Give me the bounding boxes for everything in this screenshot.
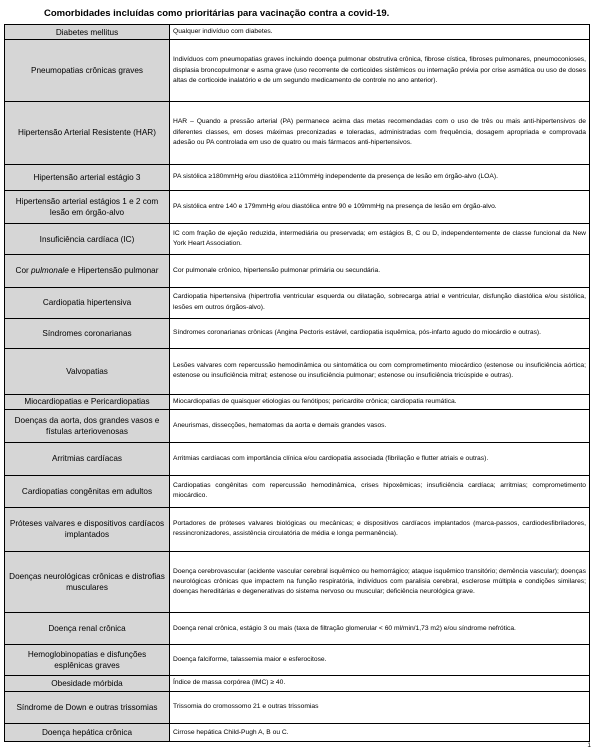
condition-cell	[5, 255, 170, 288]
description-cell: Cardiopatia hipertensiva (hipertrofia ventricular esquerda ou dilatação, sobrecarga atrial e ventricular, disfunção diastólica e/ou sistólica, lesões em outros órgãos-alvo).	[170, 287, 590, 318]
table-row	[5, 410, 590, 443]
condition-cell: Pneumopatias crônicas graves	[5, 40, 170, 102]
condition-italic: pulmonale	[31, 266, 69, 276]
table-row	[5, 443, 590, 476]
condition-cell: Doenças neurológicas crônicas e distrofias musculares	[5, 551, 170, 613]
page-number: 1	[587, 742, 591, 749]
condition-cell: Doença renal crônica	[5, 613, 170, 645]
table-row	[5, 224, 590, 255]
table-row	[5, 613, 590, 645]
condition-cell: Insuficiência cardíaca (IC)	[5, 224, 170, 255]
table-title: Comorbidades incluídas como prioritárias para vacinação contra a covid-19.	[44, 8, 390, 19]
description-cell: Cirrose hepática Child-Pugh A, B ou C.	[170, 724, 590, 742]
condition-cell: Arritmias cardíacas	[5, 443, 170, 476]
table-row	[5, 40, 590, 102]
condition-cell: Hipertensão arterial estágio 3	[5, 164, 170, 191]
description-cell: Qualquer indivíduo com diabetes.	[170, 25, 590, 40]
condition-cell: Hemoglobinopatias e disfunções esplênicas graves	[5, 645, 170, 676]
comorbidities-table	[4, 24, 590, 742]
description-cell: Trissomia do cromossomo 21 e outras trissomias	[170, 691, 590, 724]
table-row	[5, 691, 590, 724]
condition-cell: Obesidade mórbida	[5, 676, 170, 691]
table-row	[5, 25, 590, 40]
condition-cell: Doença hepática crônica	[5, 724, 170, 742]
description-cell: Arritmias cardíacas com importância clínica e/ou cardiopatia associada (fibrilação e flutter atriais e outras).	[170, 443, 590, 476]
description-cell: Índice de massa corpórea (IMC) ≥ 40.	[170, 676, 590, 691]
description-cell: Miocardiopatias de quaisquer etiologias ou fenótipos; pericardite crônica; cardiopatia reumática.	[170, 394, 590, 409]
table-row	[5, 394, 590, 409]
condition-cell: Doenças da aorta, dos grandes vasos e fístulas arteriovenosas	[5, 410, 170, 443]
description-cell: Doença cerebrovascular (acidente vascular cerebral isquêmico ou hemorrágico; ataque isquêmico transitório; demência vascular); doenças neurológicas crônicas que impactem na função respiratória, indivíduos com paralisia cerebral, esclerose múltipla e condições similares; doenças hereditárias e degenerativas do sistema nervoso ou muscular; deficiência neurológica grave.	[170, 551, 590, 613]
condition-cell: Cardiopatia hipertensiva	[5, 287, 170, 318]
table-row	[5, 551, 590, 613]
condition-cell: Síndrome de Down e outras trissomias	[5, 691, 170, 724]
table-row	[5, 724, 590, 742]
description-cell: IC com fração de ejeção reduzida, intermediária ou preservada; em estágios B, C ou D, independentemente de classe funcional da New York Heart Association.	[170, 224, 590, 255]
table-row	[5, 676, 590, 691]
condition-cell: Hipertensão Arterial Resistente (HAR)	[5, 102, 170, 165]
description-cell: Cardiopatias congênitas com repercussão hemodinâmica, crises hipoxêmicas; insuficiência cardíaca; arritmias; comprometimento miocárdico.	[170, 475, 590, 507]
table-row	[5, 102, 590, 165]
description-cell: Portadores de próteses valvares biológicas ou mecânicas; e dispositivos cardíacos implantados (marca-passos, cardiodesfibriladores, ressincronizadores, assistência circulatória de média e longa permanência).	[170, 507, 590, 551]
description-cell: Doença renal crônica, estágio 3 ou mais (taxa de filtração glomerular < 60 ml/min/1,73 m2) e/ou síndrome nefrótica.	[170, 613, 590, 645]
description-cell: Aneurismas, dissecções, hematomas da aorta e demais grandes vasos.	[170, 410, 590, 443]
description-cell: PA sistólica entre 140 e 179mmHg e/ou diastólica entre 90 e 109mmHg na presença de lesão em órgão-alvo.	[170, 191, 590, 224]
description-cell: PA sistólica ≥180mmHg e/ou diastólica ≥110mmHg independente da presença de lesão em órgão-alvo (LOA).	[170, 164, 590, 191]
table-row	[5, 287, 590, 318]
table-row	[5, 255, 590, 288]
condition-cell: Próteses valvares e dispositivos cardíacos implantados	[5, 507, 170, 551]
description-cell: Indivíduos com pneumopatias graves incluindo doença pulmonar obstrutiva crônica, fibrose cística, fibroses pulmonares, pneumoconioses, displasia broncopulmonar e asma grave (uso recorrente de corticoides sistêmicos ou internação prévia por crise asmática ou uso de doses altas de corticoide inalatório e de um segundo medicamento de controle no ano anterior).	[170, 40, 590, 102]
condition-cell: Miocardiopatias e Pericardiopatias	[5, 394, 170, 409]
table-row	[5, 318, 590, 348]
table-row	[5, 164, 590, 191]
description-cell: Doença falciforme, talassemia maior e esferocitose.	[170, 645, 590, 676]
condition-cell: Diabetes mellitus	[5, 25, 170, 40]
table-row	[5, 191, 590, 224]
condition-cell: Cardiopatias congênitas em adultos	[5, 475, 170, 507]
table-row	[5, 475, 590, 507]
description-cell: Lesões valvares com repercussão hemodinâmica ou sintomática ou com comprometimento miocárdico (estenose ou insuficiência aórtica; estenose ou insuficiência mitral; estenose ou insuficiência pulmonar; estenose ou insuficiência tricúspide e outras).	[170, 348, 590, 394]
condition-suffix: e Hipertensão pulmonar	[68, 266, 159, 276]
description-cell: Síndromes coronarianas crônicas (Angina Pectoris estável, cardiopatia isquêmica, pós-infarto agudo do miocárdio e outras).	[170, 318, 590, 348]
condition-cell: Síndromes coronarianas	[5, 318, 170, 348]
description-cell: HAR – Quando a pressão arterial (PA) permanece acima das metas recomendadas com o uso de três ou mais anti-hipertensivos de diferentes classes, em doses máximas preconizadas e toleradas, administradas com frequência, dosagem apropriada e comprovada adesão ou PA controlada em uso de quatro ou mais fármacos anti-hipertensivos.	[170, 102, 590, 165]
table-row	[5, 645, 590, 676]
condition-prefix: Cor	[15, 266, 31, 276]
condition-cell: Valvopatias	[5, 348, 170, 394]
table-row	[5, 507, 590, 551]
condition-cell: Hipertensão arterial estágios 1 e 2 com lesão em órgão-alvo	[5, 191, 170, 224]
table-row	[5, 348, 590, 394]
description-cell: Cor pulmonale crônico, hipertensão pulmonar primária ou secundária.	[170, 255, 590, 288]
